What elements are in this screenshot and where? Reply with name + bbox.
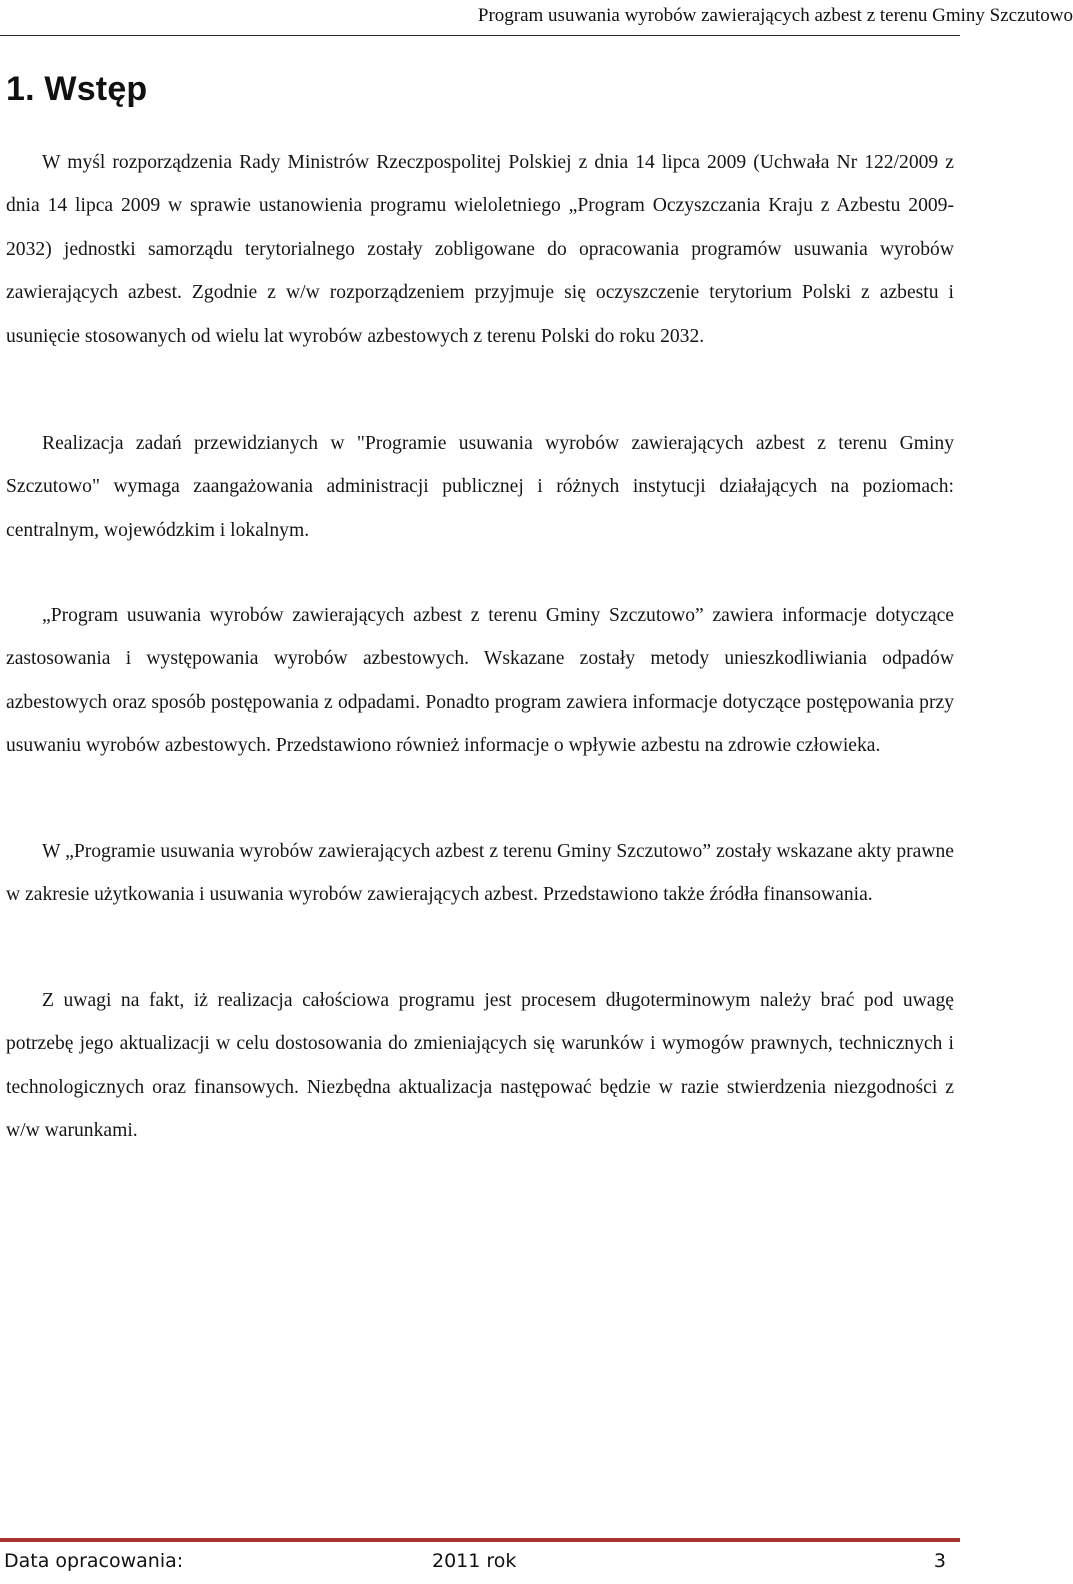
paragraph-intro: W myśl rozporządzenia Rady Ministrów Rzeczpospolitej Polskiej z dnia 14 lipca 2009 (Uchwała Nr 122/2009 z dnia 14 lipca 2009 w sprawie ustanowienia programu wieloletniego „Program Oczyszczania Kraju z Azbestu 2009-2032) jednostki samorządu terytorialnego zostały zobligowane do opracowania programów usuwania wyrobów zawierających azbest. Zgodnie z w/w rozporządzeniem przyjmuje się oczyszczenie terytorium Polski z azbestu i usunięcie stosowanych od wielu lat wyrobów azbestowych z terenu Polski do roku 2032. [6, 152, 954, 347]
paragraph-contents: „Program usuwania wyrobów zawierających azbest z terenu Gminy Szczutowo” zawiera informacje dotyczące zastosowania i występowania wyrobów azbestowych. Wskazane zostały metody unieszkodliwiania odpadów azbestowych oraz sposób postępowania z odpadami. Ponadto program zawiera informacje dotyczące postępowania przy usuwaniu wyrobów azbestowych. Przedstawiono również informacje o wpływie azbestu na zdrowie człowieka. [6, 605, 954, 757]
section-title: 1. Wstęp [6, 70, 148, 108]
paragraph-update: Z uwagi na fakt, iż realizacja całościowa programu jest procesem długoterminowym należy brać pod uwagę potrzebę jego aktualizacji w celu dostosowania do zmieniających się warunków i wymogów prawnych, technicznych i technologicznych oraz finansowych. Niezbędna aktualizacja następować będzie w razie stwierdzenia niezgodności z w/w warunkami. [6, 990, 954, 1142]
footer-date-label: Data opracowania: [4, 1550, 184, 1572]
paragraph-realization: Realizacja zadań przewidzianych w "Programie usuwania wyrobów zawierających azbest z terenu Gminy Szczutowo" wymaga zaangażowania administracji publicznej i różnych instytucji działających na poziomach: centralnym, wojewódzkim i lokalnym. [6, 433, 954, 541]
page-number: 3 [933, 1550, 946, 1572]
paragraph-legal: W „Programie usuwania wyrobów zawierających azbest z terenu Gminy Szczutowo” zostały wskazane akty prawne w zakresie użytkowania i usuwania wyrobów zawierających azbest. Przedstawiono także źródła finansowania. [6, 841, 954, 906]
page-footer [0, 1538, 960, 1582]
footer-year: 2011 rok [432, 1550, 517, 1572]
running-header [0, 2, 1073, 36]
running-header-title: Program usuwania wyrobów zawierających azbest z terenu Gminy Szczutowo [477, 5, 1073, 26]
